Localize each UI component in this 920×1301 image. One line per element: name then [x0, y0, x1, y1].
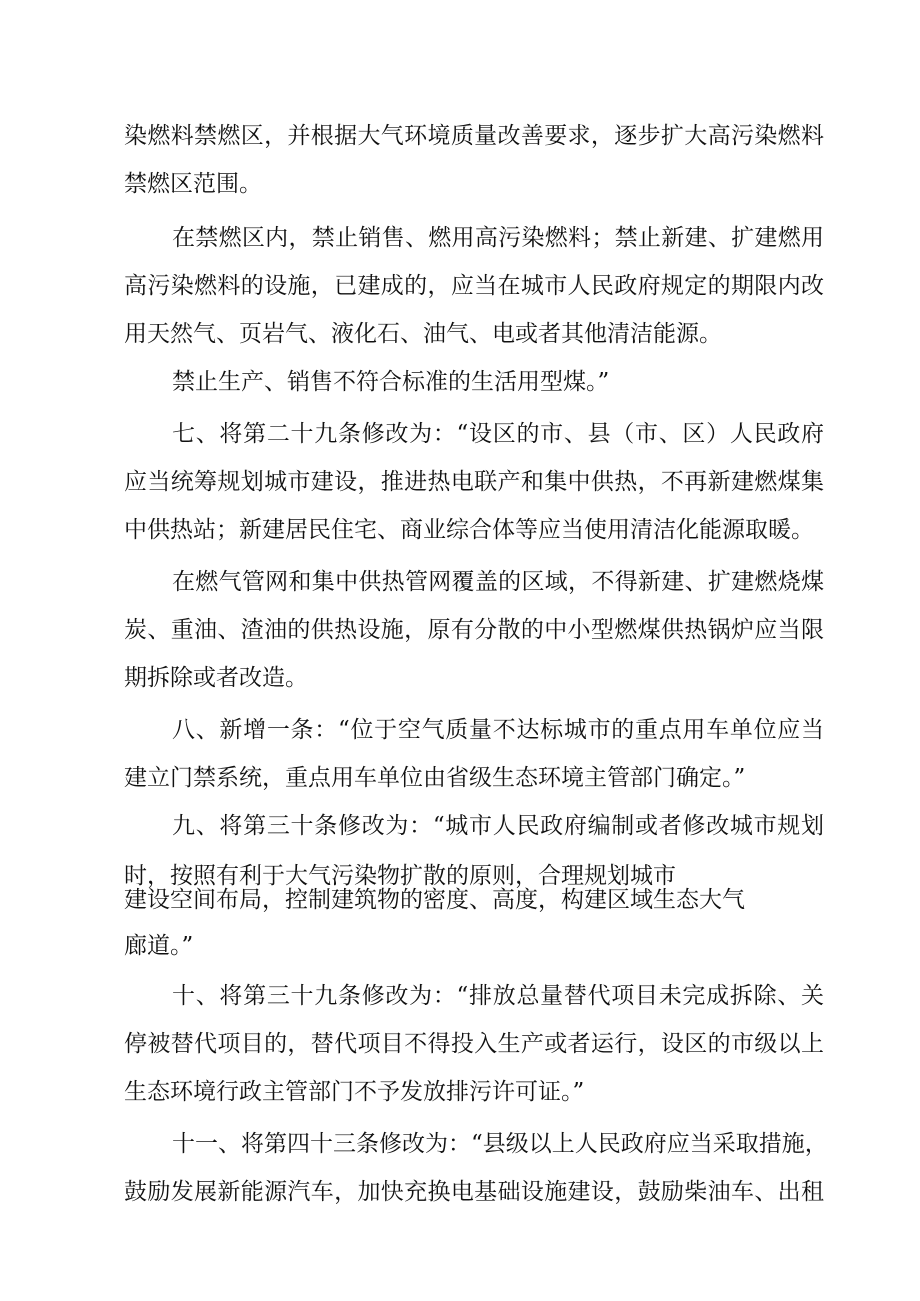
- text-line: 禁止生产、销售不符合标准的生活用型煤。”: [172, 369, 610, 395]
- text-line: 期拆除或者改造。: [124, 665, 308, 691]
- text-line: 染燃料禁燃区，并根据大气环境质量改善要求，逐步扩大高污染燃料: [124, 123, 824, 149]
- text-line: 用天然气、页岩气、液化石、油气、电或者其他清洁能源。: [124, 321, 722, 347]
- text-line: 九、将第三十条修改为：“城市人民政府编制或者修改城市规划: [172, 813, 824, 839]
- text-line: 在燃气管网和集中供热管网覆盖的区域，不得新建、扩建燃烧煤: [172, 569, 824, 595]
- text-line: 在禁燃区内，禁止销售、燃用高污染燃料；禁止新建、扩建燃用: [172, 225, 824, 251]
- text-line: 七、将第二十九条修改为：“设区的市、县（市、区）人民政府: [172, 421, 824, 447]
- text-line: 应当统筹规划城市建设，推进热电联产和集中供热，不再新建燃煤集: [124, 469, 824, 495]
- text-line: 十、将第三十九条修改为：“排放总量替代项目未完成拆除、关: [172, 983, 824, 1009]
- text-line: 廊道。”: [124, 933, 194, 959]
- text-line: 八、新增一条：“位于空气质量不达标城市的重点用车单位应当: [172, 717, 824, 743]
- text-line: 十一、将第四十三条修改为：“县级以上人民政府应当采取措施，: [172, 1131, 828, 1157]
- text-line: 建设空间布局，控制建筑物的密度、高度，构建区域生态大气: [124, 887, 745, 913]
- text-line: 鼓励发展新能源汽车，加快充换电基础设施建设，鼓励柴油车、出租: [124, 1179, 824, 1205]
- text-line: 炭、重油、渣油的供热设施，原有分散的中小型燃煤供热锅炉应当限: [124, 617, 824, 643]
- text-line: 时，按照有利于大气污染物扩散的原则，合理规划城市: [124, 863, 676, 889]
- text-line: 停被替代项目的，替代项目不得投入生产或者运行，设区的市级以上: [124, 1031, 824, 1057]
- text-line: 生态环境行政主管部门不予发放排污许可证。”: [124, 1079, 585, 1105]
- text-line: 建立门禁系统，重点用车单位由省级生态环境主管部门确定。”: [124, 765, 746, 791]
- text-line: 高污染燃料的设施，已建成的，应当在城市人民政府规定的期限内改: [124, 273, 824, 299]
- text-line: 禁燃区范围。: [124, 171, 262, 197]
- text-line: 中供热站；新建居民住宅、商业综合体等应当使用清洁化能源取暖。: [124, 517, 814, 543]
